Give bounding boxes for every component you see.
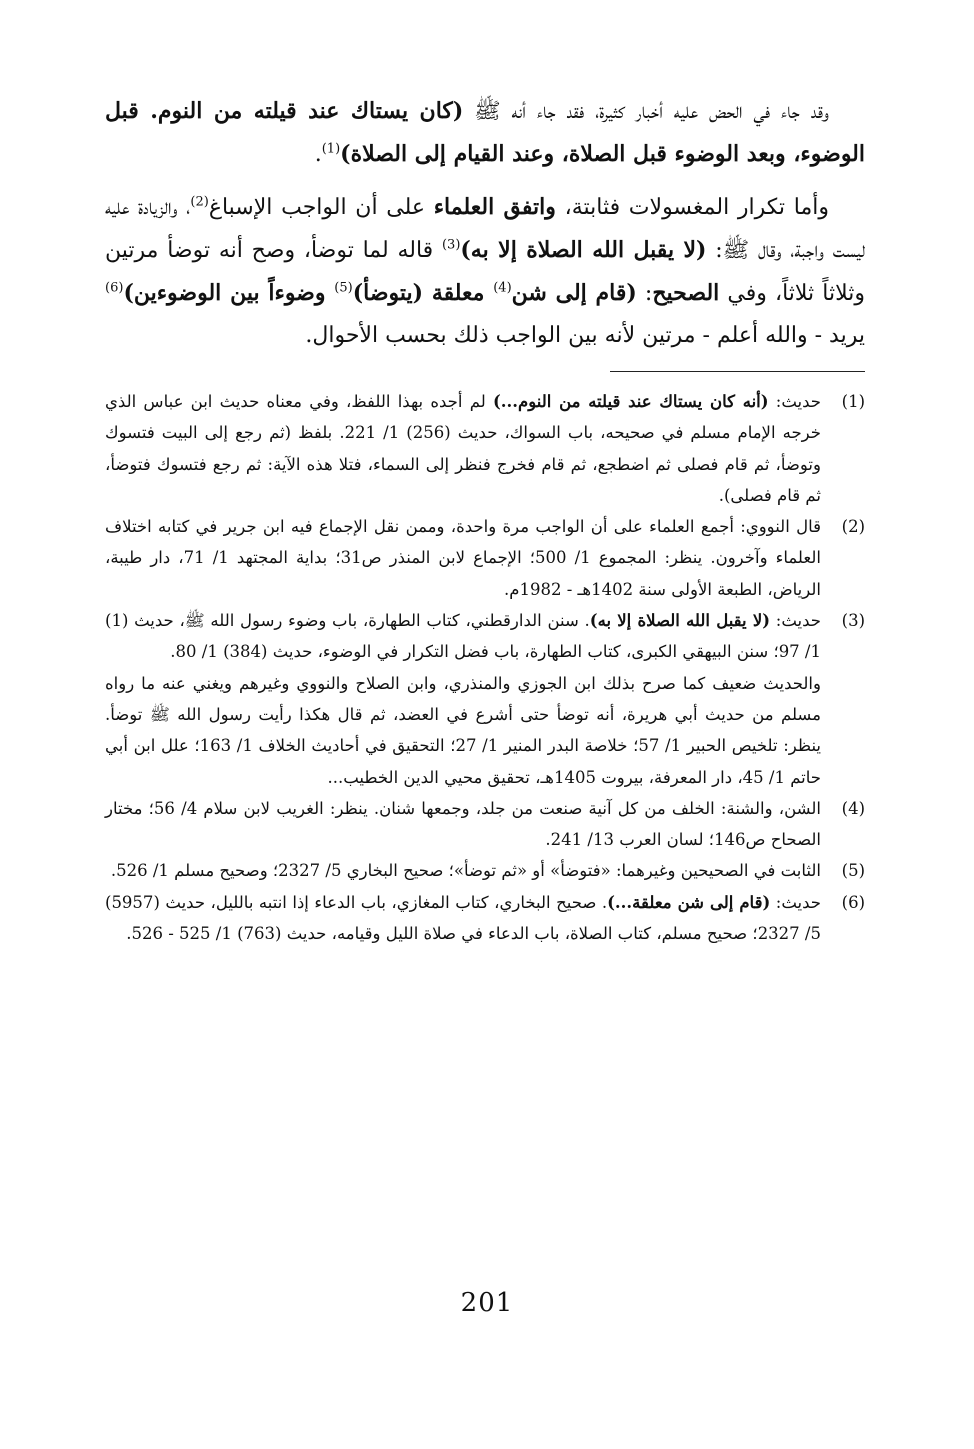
bold-run: (كان يستاك عند قيلته من النوم. قبل الوضوء، وبعد الوضوء قبل الصلاة، وعند القيام إلى الصلاة) bbox=[105, 98, 865, 167]
footnote-number: (3) bbox=[841, 611, 865, 631]
text-run: الثابت في الصحيحين وغيرهما: «فتوضأ» أو «ثم توضأ»؛ صحيح البخاري 5/ 2327؛ وصحيح مسلم 1/ 526. bbox=[110, 861, 821, 881]
footnote-body bbox=[105, 605, 821, 793]
text-run: الشن، والشنة: الخلف من كل آنية صنعت من جلد، وجمعها شنان. ينظر: الغريب لابن سلام 4/ 56؛ مختار الصحاح ص146؛ لسان العرب 13/ 241. bbox=[105, 798, 822, 850]
footnote-number: (1) bbox=[841, 392, 865, 411]
text-run: على أن الواجب الإسباغ bbox=[208, 195, 434, 220]
text-run: لم أجده بهذا اللفظ، وفي معناه حديث ابن عباس الذي خرجه الإمام مسلم في صحيحه، باب السواك، حديث (256) 1/ 221. بلفظ (ثم رجع إلى البيت فتسوك وتوضأ، ثم قام فصلى ثم اضطجع، ثم قام فخرج فنظر إلى السماء، فتلا هذه الآية: ثم رجع فتسوك فتوضأ، ثم قام فصلى). bbox=[105, 392, 821, 505]
footnotes bbox=[105, 386, 865, 949]
bold-run: (أنه كان يستاك عند قيلته من النوم...) bbox=[492, 392, 769, 411]
footnote-3 bbox=[105, 605, 865, 793]
bold-run: (لا يقبل الله الصلاة إلا به) bbox=[460, 237, 707, 263]
footnote-number: (6) bbox=[841, 892, 865, 912]
footnote-ref-6: (6) bbox=[105, 280, 124, 296]
bold-run: (قام إلى شن معلقة...) bbox=[607, 892, 771, 912]
text-run: والحديث ضعيف كما صرح بذلك ابن الجوزي والمنذري، وابن الصلاح والنووي وغيرهم ويغني عنه ما رواه مسلم من حديث أبي هريرة، أنه توضأ حتى أشرع في العضد، ثم قال هكذا رأيت رسول الله ﷺ توضأ. ينظر: تلخيص الحبير 1/ 57؛ خلاصة البدر المنير 1/ 27؛ التحقيق في أحاديث الخلاف 1/ 163؛ علل ابن أبي حاتم 1/ 45، دار المعرفة، بيروت 1405هـ، تحقيق محيي الدين الخطيب... bbox=[105, 673, 822, 787]
bold-run: واتفق العلماء bbox=[433, 194, 556, 220]
footnote-5 bbox=[105, 855, 865, 886]
page-number: 201 bbox=[460, 1288, 514, 1318]
footnote-4 bbox=[105, 793, 865, 856]
footnote-body bbox=[105, 887, 821, 950]
footnote-ref-1: (1) bbox=[321, 141, 341, 157]
footnote-separator bbox=[610, 371, 865, 372]
footnote-paragraph bbox=[105, 668, 821, 793]
main-text bbox=[105, 90, 865, 357]
footnote-6 bbox=[105, 887, 865, 950]
footnote-body bbox=[105, 793, 821, 856]
text-run: يريد - والله أعلم - مرتين لأنه بين الواجب ذلك بحسب الأحوال. bbox=[305, 323, 865, 348]
footnote-paragraph bbox=[105, 605, 821, 668]
text-run: حديث: bbox=[768, 392, 821, 411]
text-run: وأما تكرار المغسولات فثابتة، bbox=[555, 195, 829, 220]
footnote-body bbox=[105, 855, 821, 886]
bold-run: (لا يقبل الله الصلاة إلا به) bbox=[589, 611, 771, 631]
footnote-1 bbox=[105, 386, 865, 511]
text-run: . سنن الدارقطني، كتاب الطهارة، باب وضوء رسول الله ﷺ، حديث (1) 1/ 97؛ سنن البيهقي الكبرى، كتاب الطهارة، باب فضل التكرار في الوضوء، حديث (384) 1/ 80. bbox=[105, 611, 821, 662]
bold-run: معلقة (يتوضأ) bbox=[352, 280, 494, 306]
footnote-number: (5) bbox=[841, 861, 865, 881]
bold-run: الصحيح bbox=[652, 280, 720, 306]
footnote-ref-4: (4) bbox=[493, 280, 512, 296]
text-run: : bbox=[636, 281, 653, 306]
text-run: . bbox=[314, 142, 322, 167]
footnote-ref-2: (2) bbox=[190, 194, 209, 210]
text-run: ، والزيادة عليه ليست واجبة، وقال ﷺ: bbox=[105, 195, 865, 263]
footnote-body bbox=[105, 386, 821, 511]
text-run: . صحيح البخاري، كتاب المغازي، باب الدعاء إذا انتبه بالليل، حديث (5957) 5/ 2327؛ صحيح مسلم، كتاب الصلاة، باب الدعاء في صلاة الليل وقيامه، حديث (763) 1/ 525 - 526. bbox=[105, 892, 821, 944]
main-paragraph-2 bbox=[105, 186, 865, 357]
text-run: حديث: bbox=[770, 892, 821, 912]
footnote-ref-5: (5) bbox=[334, 280, 353, 296]
main-paragraph-1 bbox=[105, 90, 865, 176]
text-run: قاله لما توضأ، وصح أنه توضأ مرتين وثلاثاً ثلاثاً، وفي bbox=[105, 238, 865, 306]
text-run: قال النووي: أجمع العلماء على أن الواجب مرة واحدة، وممن نقل الإجماع فيه ابن جرير في كتابه اختلاف العلماء وآخرون. ينظر: المجموع 1/ 500؛ الإجماع لابن المنذر ص31؛ بداية المجتهد 1/ 71، دار طيبة، الرياض، الطبعة الأولى سنة 1402هـ - 1982م. bbox=[105, 517, 821, 599]
bold-run: وضوءاً بين الوضوءين) bbox=[123, 280, 335, 306]
text-run: حديث: bbox=[770, 611, 821, 631]
footnote-2 bbox=[105, 511, 865, 605]
text-run: وقد جاء في الحض عليه أخبار كثيرة، فقد جاء أنه ﷺ bbox=[463, 99, 829, 124]
footnote-body bbox=[105, 511, 821, 605]
page bbox=[105, 90, 865, 949]
bold-run: (قام إلى شن bbox=[511, 280, 637, 306]
footnote-number: (2) bbox=[841, 517, 865, 537]
footnote-number: (4) bbox=[841, 798, 865, 818]
footnote-ref-3: (3) bbox=[441, 237, 461, 253]
